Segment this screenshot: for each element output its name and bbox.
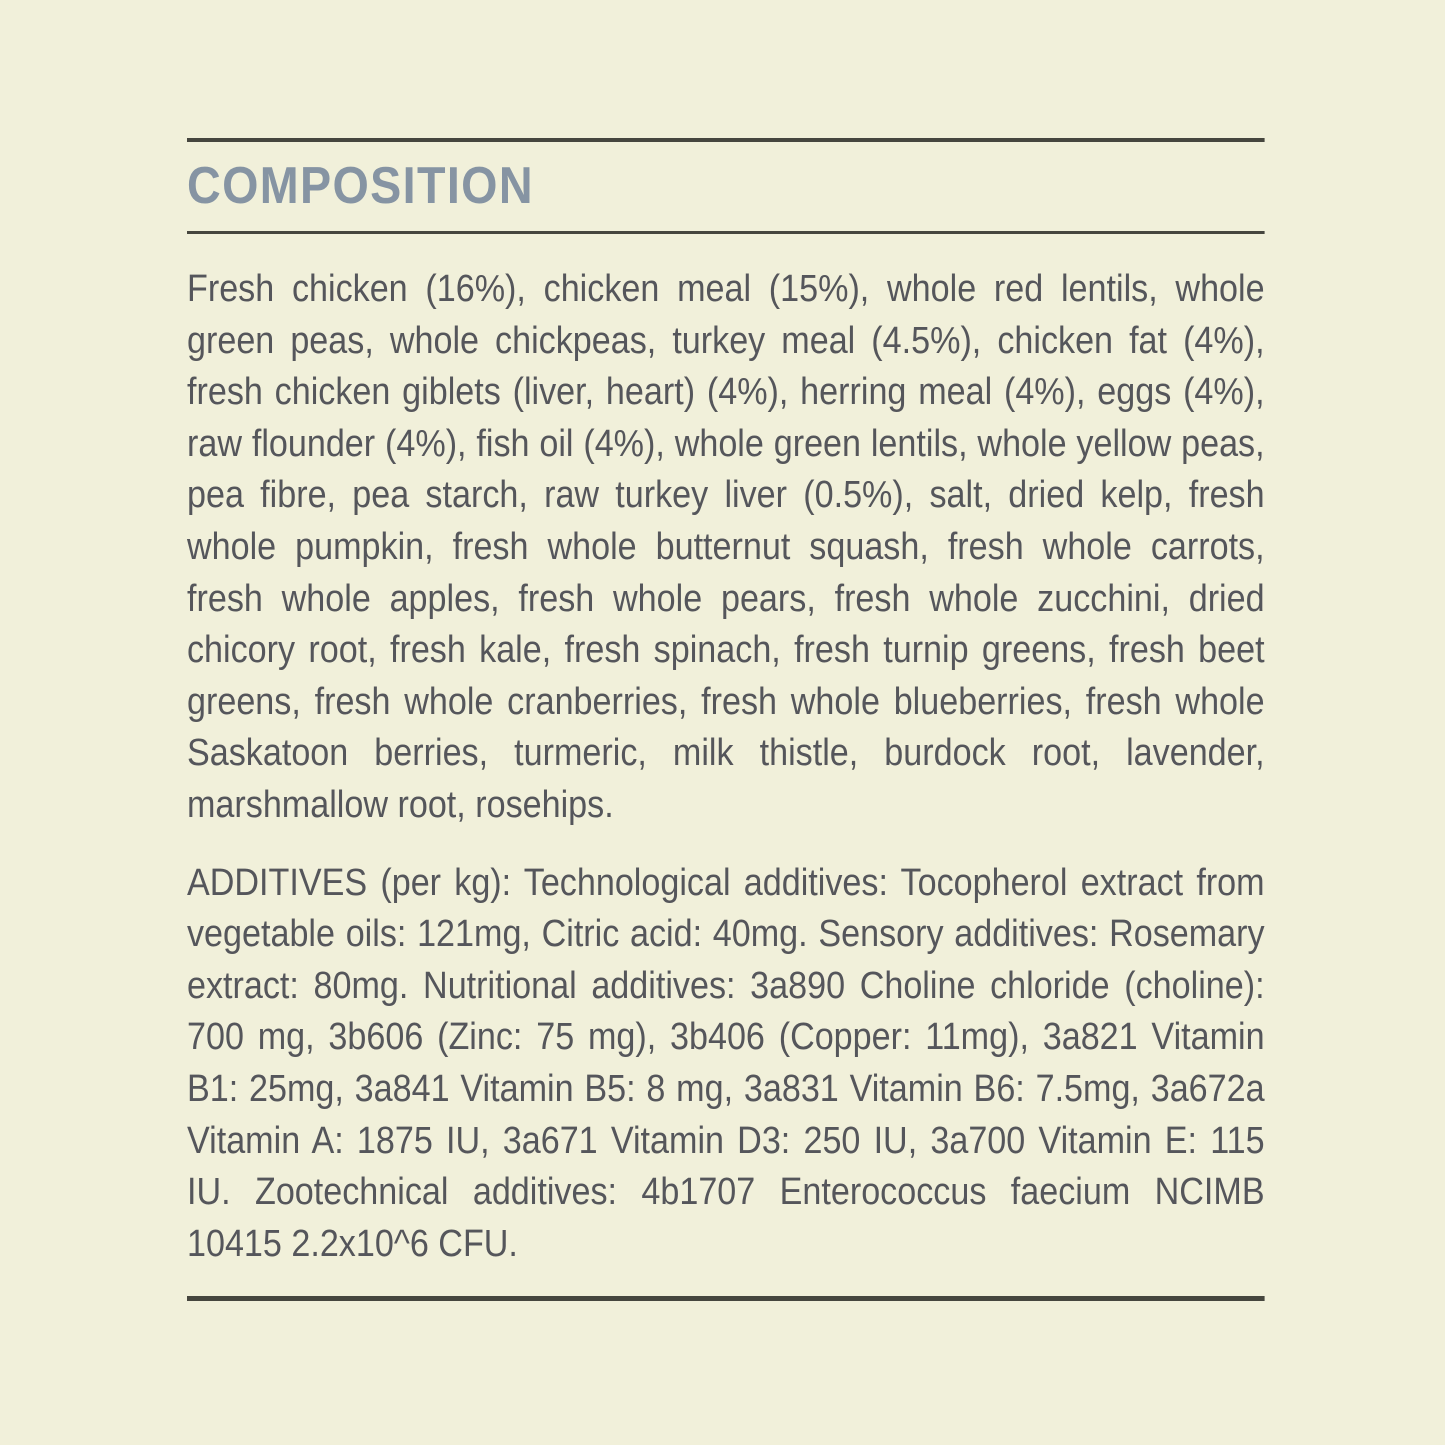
label-content — [187, 0, 1265, 1301]
composition-paragraph: Fresh chicken (16%), chicken meal (15%), whole red lentils, whole green peas, whole chickpeas, turkey meal (4.5%), chicken fat (4%), fresh chicken giblets (liver, heart) (4%), herring meal (4%), eggs (4%), raw flounder (4%), fish oil (4%), whole green lentils, whole yellow peas, pea fibre, pea starch, raw turkey liver (0.5%), salt, dried kelp, fresh whole pumpkin, fresh whole butternut squash, fresh whole carrots, fresh whole apples, fresh whole pears, fresh whole zucchini, dried chicory root, fresh kale, fresh spinach, fresh turnip greens, fresh beet greens, fresh whole cranberries, fresh whole blueberries, fresh whole Saskatoon berries, turmeric, milk thistle, burdock root, lavender, marshmallow root, rosehips. — [187, 268, 1265, 826]
divider-bottom — [187, 1296, 1265, 1301]
additives-paragraph: ADDITIVES (per kg): Technological additives: Tocopherol extract from vegetable oils: 121mg, Citric acid: 40mg. Sensory additives: Rosemary extract: 80mg. Nutritional additives: 3a890 Choline chloride (choline): 700 mg, 3b606 (Zinc: 75 mg), 3b406 (Copper: 11mg), 3a821 Vitamin B1: 25mg, 3a841 Vitamin B5: 8 mg, 3a831 Vitamin B6: 7.5mg, 3a672a Vitamin A: 1875 IU, 3a671 Vitamin D3: 250 IU, 3a700 Vitamin E: 115 IU. Zootechnical additives: 4b1707 Enterococcus faecium NCIMB 10415 2.2x10^6 CFU. — [187, 861, 1265, 1265]
divider-under-heading — [187, 231, 1265, 234]
composition-heading: COMPOSITION — [187, 157, 534, 215]
divider-top — [187, 138, 1265, 142]
